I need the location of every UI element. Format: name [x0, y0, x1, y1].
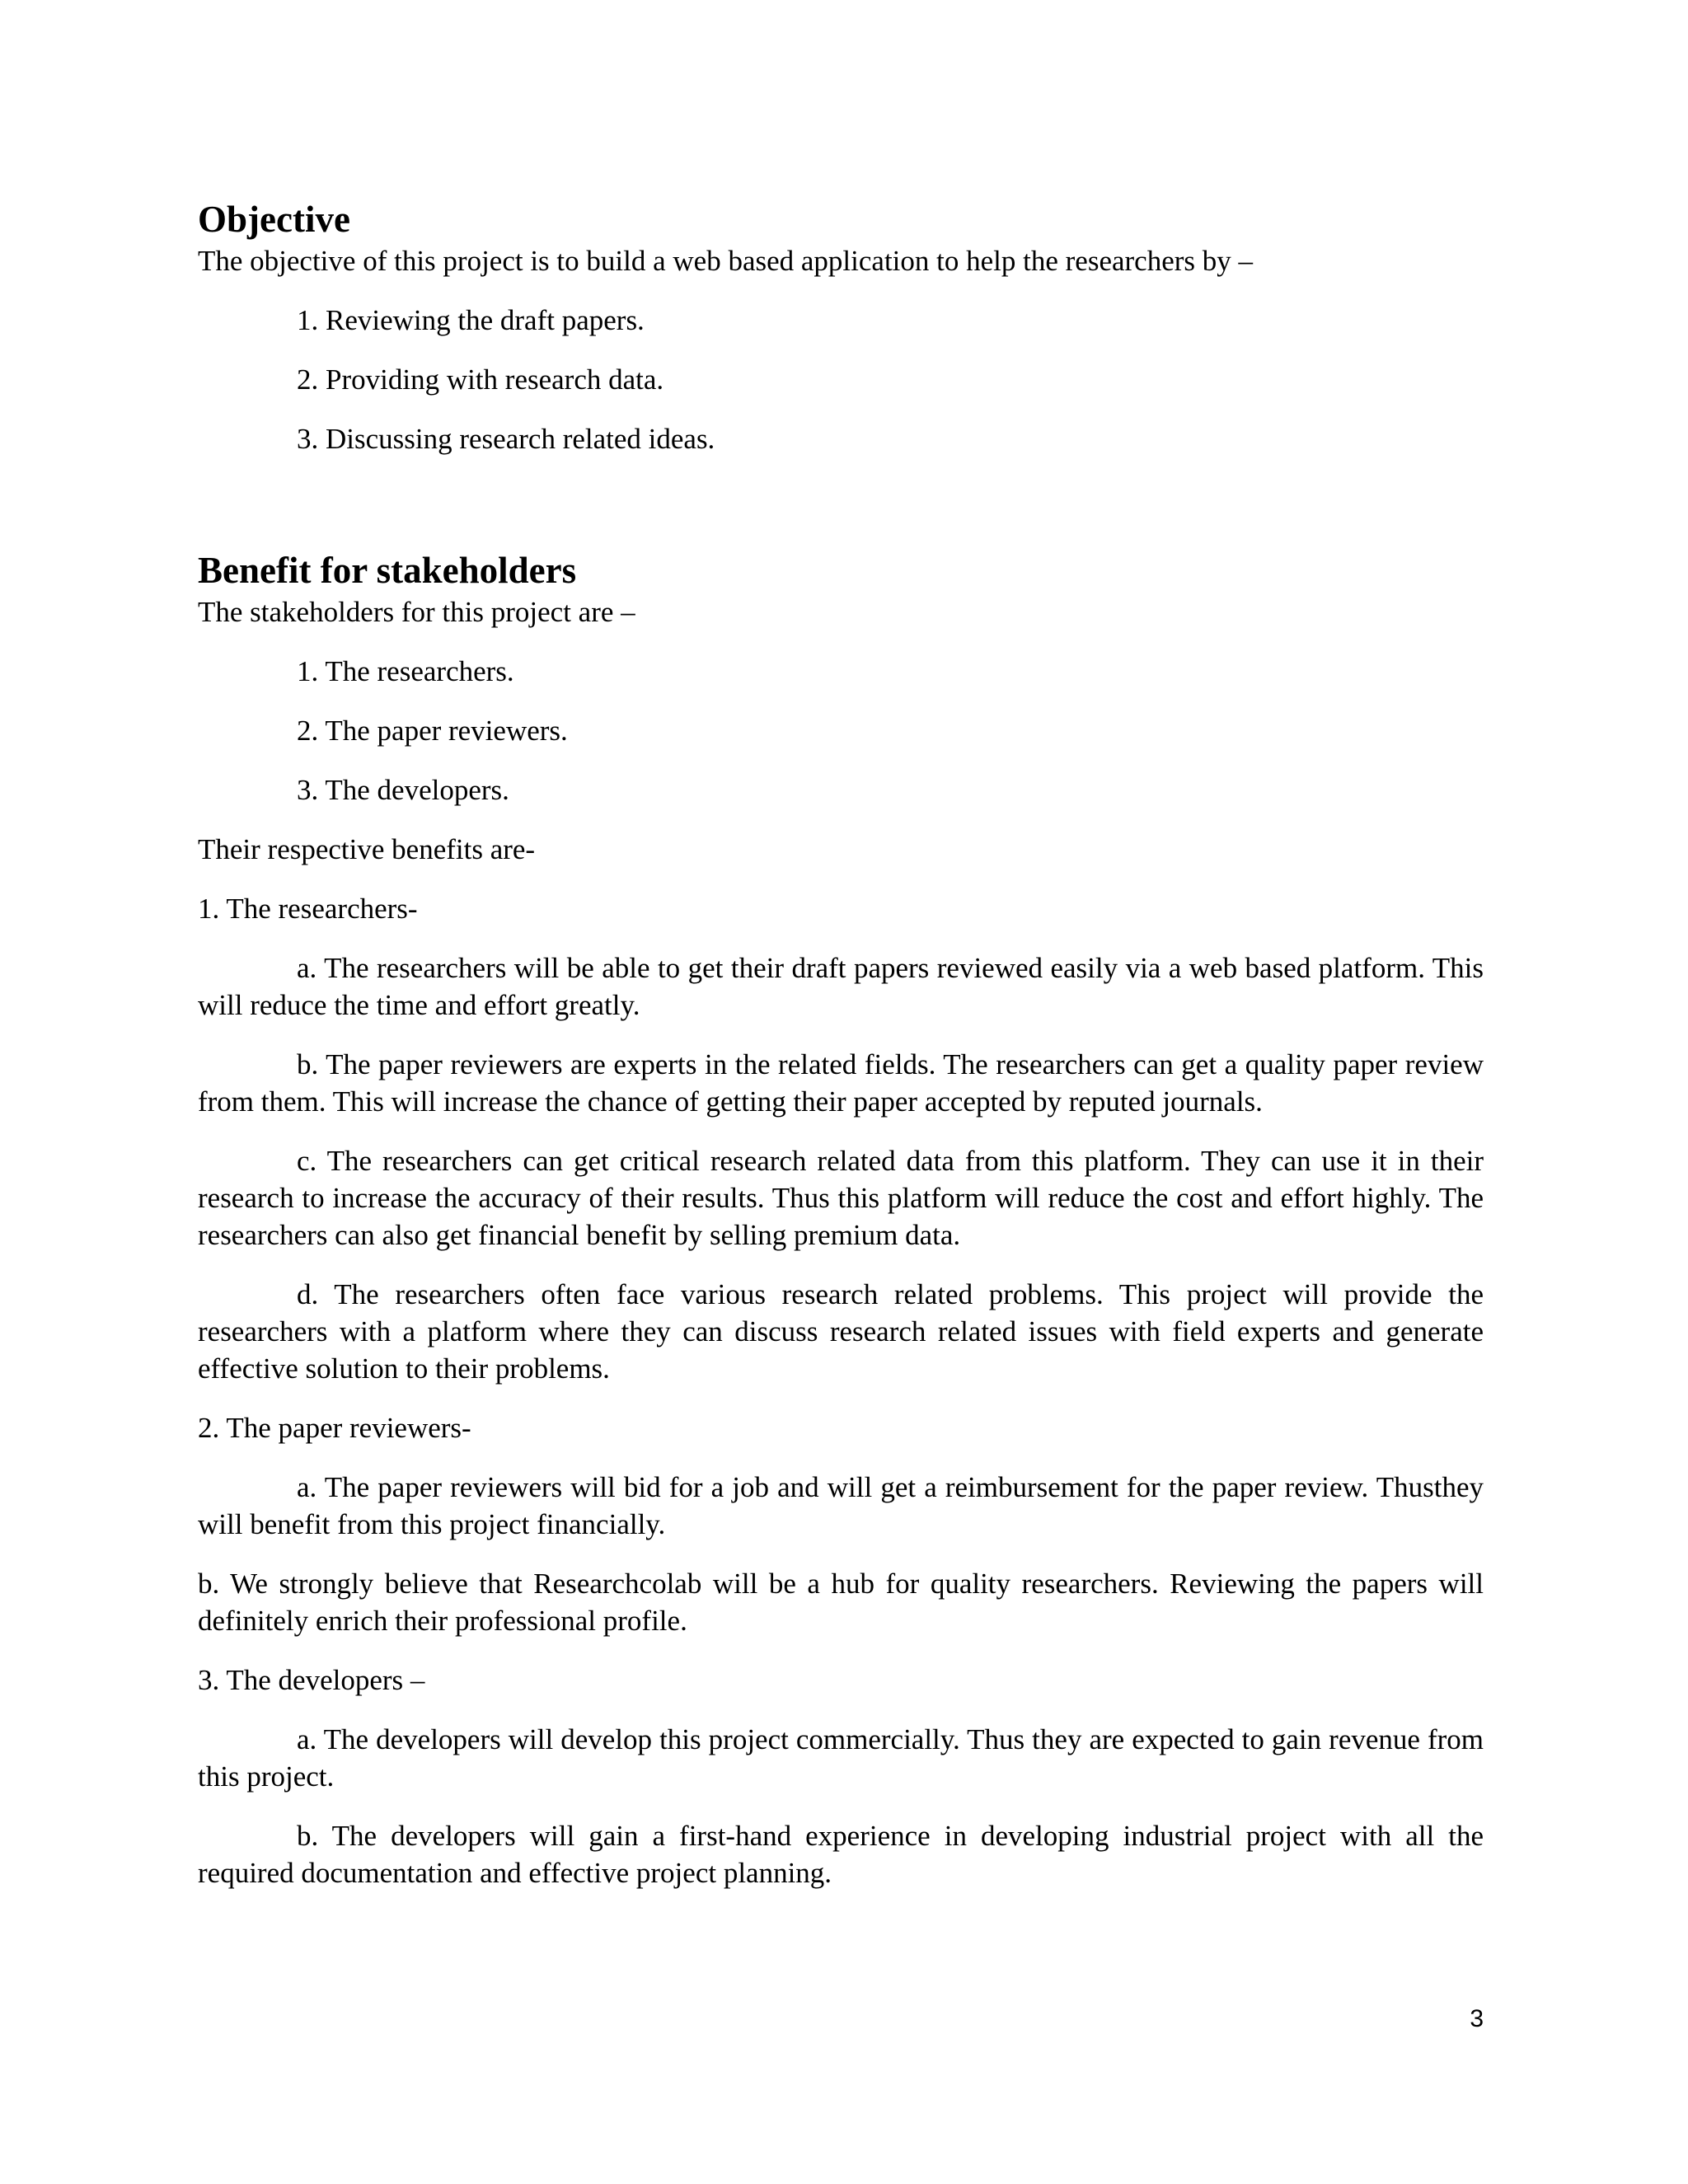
- stakeholder-item-2: 2. The paper reviewers.: [297, 715, 568, 747]
- researchers-benefit-a: a. The researchers will be able to get their draft papers reviewed easily via a web based platform. This will reduce the time and effort greatly.: [198, 952, 1484, 1021]
- stakeholders-intro: The stakeholders for this project are –: [198, 596, 635, 628]
- reviewers-benefit-b: b. We strongly believe that Researchcolab will be a hub for quality researchers. Reviewing the papers will definitely enrich their professional profile.: [198, 1568, 1484, 1637]
- objective-heading: Objective: [198, 199, 350, 240]
- benefits-heading: Benefit for stakeholders: [198, 550, 577, 591]
- page-number: 3: [1470, 2005, 1484, 2032]
- objective-item-3: 3. Discussing research related ideas.: [297, 423, 715, 455]
- researchers-title: 1. The researchers-: [198, 893, 418, 925]
- stakeholder-item-1: 1. The researchers.: [297, 655, 514, 687]
- reviewers-benefit-a: a. The paper reviewers will bid for a job and will get a reimbursement for the paper review. Thusthey will benefit from this project financially.: [198, 1471, 1484, 1540]
- objective-intro: The objective of this project is to build a web based application to help the researchers by –: [198, 245, 1254, 277]
- page-content: [198, 196, 1484, 1914]
- developers-benefit-b: b. The developers will gain a first-hand experience in developing industrial project with all the required documentation and effective project planning.: [198, 1820, 1484, 1889]
- researchers-benefit-d: d. The researchers often face various research related problems. This project will provide the researchers with a platform where they can discuss research related issues with field experts and generate effective solution to their problems.: [198, 1278, 1484, 1385]
- section-spacer: [198, 480, 1484, 547]
- objective-item-1: 1. Reviewing the draft papers.: [297, 304, 645, 336]
- stakeholder-item-3: 3. The developers.: [297, 774, 509, 806]
- objective-item-2: 2. Providing with research data.: [297, 363, 664, 396]
- researchers-benefit-c: c. The researchers can get critical research related data from this platform. They can use it in their research to increase the accuracy of their results. Thus this platform will reduce the cost and effort highly. The researchers can also get financial benefit by selling premium data.: [198, 1145, 1484, 1251]
- respective-benefits-intro: Their respective benefits are-: [198, 833, 536, 865]
- researchers-benefit-b: b. The paper reviewers are experts in the related fields. The researchers can get a quality paper review from them. This will increase the chance of getting their paper accepted by reputed journals.: [198, 1048, 1484, 1118]
- reviewers-title: 2. The paper reviewers-: [198, 1412, 471, 1444]
- developers-title: 3. The developers –: [198, 1664, 425, 1696]
- developers-benefit-a: a. The developers will develop this project commercially. Thus they are expected to gain revenue from this project.: [198, 1723, 1484, 1793]
